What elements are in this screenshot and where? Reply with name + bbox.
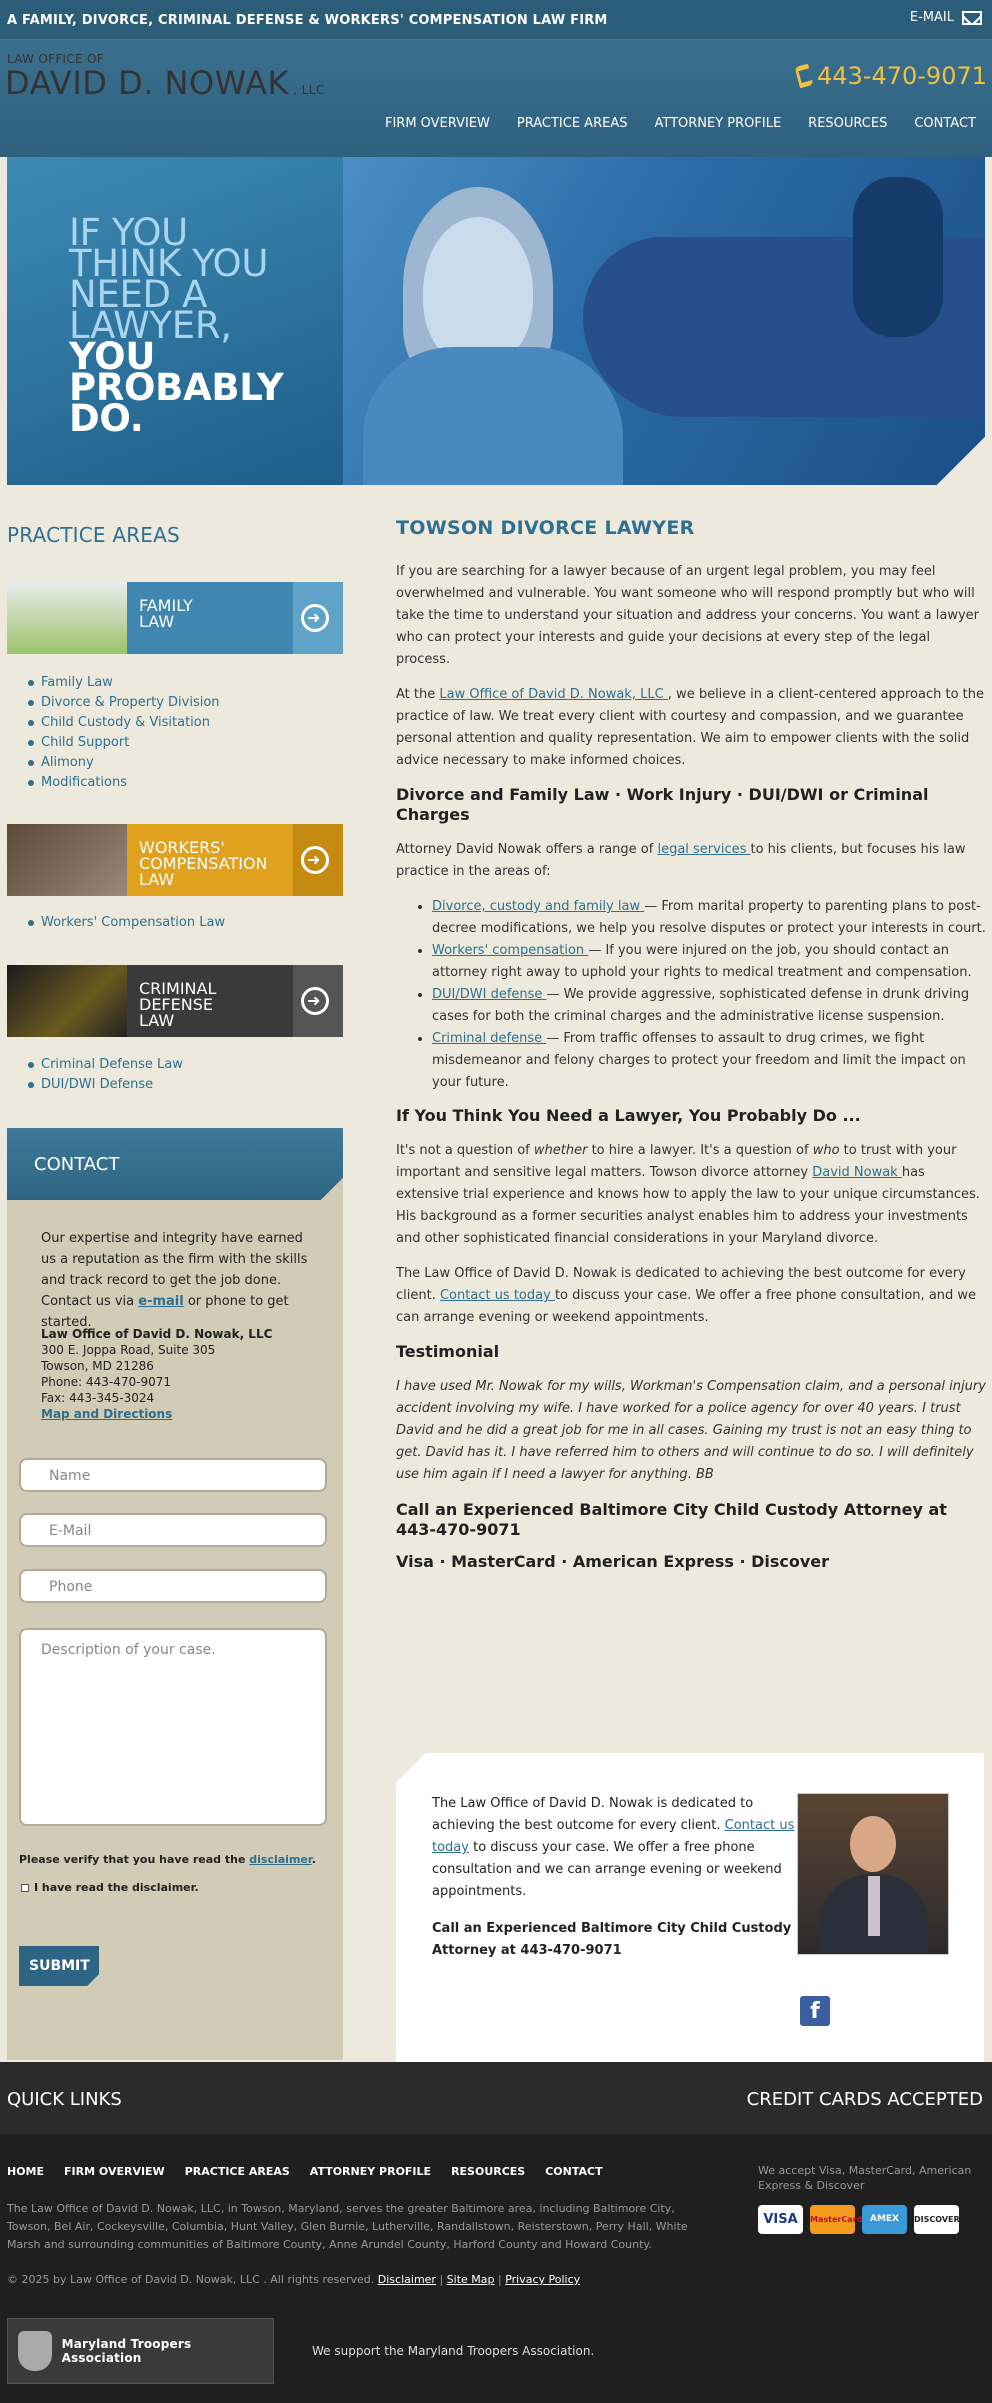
hero-slogan (69, 211, 284, 440)
emphasis: who (812, 1143, 840, 1158)
copyright (7, 2273, 580, 2286)
testimonial: I have used Mr. Nowak for my wills, Workman's Compensation claim, and a personal injury accident involving my wife. I have worked for a police agency for over 40 years. I trust David and he did a great job for me in all cases. Gaining my trust is not an easy thing to get. David has it. I have referred him to others and will continue to do so. I will definitely use him again if I need a lawyer for anything. BB (396, 1379, 986, 1482)
nav-resources[interactable]: RESOURCES (808, 116, 888, 131)
logo-llc: , LLC (292, 83, 325, 97)
footer-privacy-link[interactable]: Privacy Policy (505, 2273, 581, 2286)
paragraph (396, 1140, 986, 1250)
email-link-inline[interactable]: e-mail (138, 1294, 184, 1309)
badge-icon (18, 2331, 52, 2371)
text: It's not a question of (396, 1143, 534, 1158)
contact-link[interactable]: Contact us today (439, 1288, 555, 1303)
workers-comp-list (28, 913, 225, 933)
list-item[interactable]: DUI/DWI Defense (28, 1075, 183, 1095)
banner-line: COMPENSATION (139, 854, 268, 873)
disclaimer-checkbox[interactable] (21, 1884, 29, 1892)
footer-firm-overview[interactable]: FIRM OVERVIEW (64, 2165, 165, 2178)
text: — If you were injured on the job, you should contact an attorney right away to uphold your rights to medical treatment and compensation. (432, 943, 972, 980)
police-photo (7, 965, 127, 1037)
description-textarea[interactable]: Description of your case. (19, 1628, 327, 1826)
footer-home[interactable]: HOME (7, 2165, 45, 2178)
family-law-label (139, 598, 193, 630)
worker-photo (7, 824, 127, 896)
intro-text: or phone to get started. (41, 1294, 289, 1330)
cta-heading: Call an Experienced Baltimore City Child Custody Attorney at 443-470-9071 (396, 1500, 947, 1539)
footer-disclaimer-link[interactable]: Disclaimer (377, 2273, 436, 2286)
contact-address (41, 1326, 272, 1422)
family-law-arrow[interactable] (293, 582, 343, 654)
address-line: Towson, MD 21286 (41, 1359, 154, 1373)
intro-text: Our expertise and integrity have earned us a reputation as the firm with the skills and track record to get the job done. Contact us via (41, 1231, 308, 1309)
text: — From marital property to parenting plans to post-decree modifications, we help you resolve disputes or protect your interests in court. (432, 899, 986, 936)
emphasis: whether (533, 1143, 588, 1158)
facebook-icon[interactable]: f (800, 1996, 830, 2026)
map-directions-link[interactable]: Map and Directions (41, 1407, 173, 1421)
callout-contact-link[interactable]: Contact us today (432, 1818, 795, 1855)
banner-line: FAMILY (139, 596, 193, 615)
discover-icon: DISCOVER (914, 2205, 959, 2234)
quick-links-title: QUICK LINKS (7, 2089, 122, 2110)
list-item (432, 1028, 986, 1094)
legal-services-link[interactable]: legal services (657, 842, 751, 857)
page-title: TOWSON DIVORCE LAWYER (396, 517, 695, 539)
text: — We provide aggressive, sophisticated defense in drunk driving cases for both the criminal charges and the administrative license suspension. (432, 987, 970, 1024)
attorney-portrait (797, 1793, 949, 1955)
banner-line: LAW (139, 612, 175, 631)
banner-line: WORKERS' (139, 838, 225, 857)
divorce-link[interactable]: Divorce, custody and family law (432, 899, 645, 914)
checkbox-label: I have read the disclaimer. (34, 1881, 199, 1894)
hero-line: LAWYER, (69, 304, 232, 347)
hero-line: THINK YOU (69, 242, 269, 285)
text: to trust with your important and sensitive legal matters. Towson divorce attorney (396, 1143, 957, 1180)
workers-comp-label (139, 840, 268, 888)
separator: | (494, 2273, 506, 2286)
family-photo (7, 582, 127, 654)
disclaimer-link[interactable]: disclaimer (249, 1853, 312, 1866)
verify-end: . (311, 1853, 316, 1866)
testimonial-heading: Testimonial (396, 1342, 500, 1361)
footer-attorney-profile[interactable]: ATTORNEY PROFILE (309, 2165, 432, 2178)
mta-name: Maryland Troopers Association (61, 2337, 192, 2365)
separator: | (435, 2273, 447, 2286)
workers-comp-arrow[interactable] (293, 824, 343, 896)
top-bar (0, 0, 992, 40)
email-input[interactable]: E-Mail (19, 1513, 327, 1547)
hero-line-bold: DO. (69, 397, 144, 440)
logo-name: DAVID D. NOWAK (5, 64, 289, 102)
workers-comp-banner[interactable] (7, 824, 343, 896)
paragraph (396, 839, 986, 883)
text: At the (396, 687, 440, 702)
criminal-defense-label (139, 981, 216, 1029)
section-heading: Divorce and Family Law · Work Injury · DUI/DWI or Criminal Charges (396, 785, 929, 824)
paragraph (396, 1263, 986, 1329)
cards-heading: Visa · MasterCard · American Express · Discover (396, 1552, 830, 1571)
contact-title: CONTACT (7, 1128, 343, 1200)
text: to hire a lawyer. It's a question of (587, 1143, 813, 1158)
list-item[interactable]: Divorce & Property Division (28, 693, 220, 713)
family-law-list (28, 673, 220, 793)
footer-service-area: The Law Office of David D. Nowak, LLC, in Towson, Maryland, serves the greater Baltimore area, including Baltimore City, Towson, Bel Air, Cockeysville, Columbia, Hunt Valley, Glen Burnie, Lutherville, Randallstown, Reisterstown, Perry Hall, White Marsh and surrounding communities of Baltimore County, Anne Arundel County, Harford County and Howard County. (7, 2202, 688, 2251)
hero-banner (7, 157, 985, 485)
criminal-defense-arrow[interactable] (293, 965, 343, 1037)
footer-sitemap-link[interactable]: Site Map (446, 2273, 495, 2286)
verify-text (19, 1853, 316, 1866)
photo-woman-body (363, 347, 623, 485)
workers-comp-link[interactable]: Workers' compensation (432, 943, 589, 958)
criminal-defense-banner[interactable] (7, 965, 343, 1037)
hero-photo (343, 157, 985, 485)
amex-icon: AMEX (862, 2205, 907, 2234)
hero-line-bold: PROBABLY (69, 366, 284, 409)
contact-intro (41, 1228, 311, 1333)
list-item (432, 896, 986, 940)
attorney-link[interactable]: David Nowak (812, 1165, 902, 1180)
contact-panel (7, 1128, 343, 2060)
banner-line: LAW (139, 1011, 175, 1030)
support-text: We support the Maryland Troopers Association. (312, 2344, 595, 2358)
callout-box (396, 1753, 984, 2063)
logo-small[interactable]: LAW OFFICE OF (7, 52, 105, 66)
text: The Law Office of David D. Nowak is dedicated to achieving the best outcome for every client. (432, 1796, 754, 1833)
nav-firm-overview[interactable]: FIRM OVERVIEW (384, 116, 490, 131)
firm-name: Law Office of David D. Nowak, LLC (41, 1327, 273, 1341)
verify-label: Please verify that you have read the (19, 1853, 250, 1866)
portrait-tie (868, 1876, 880, 1936)
text: , we believe in a client-centered approach to the practice of law. We treat every client with courtesy and compassion, and we guarantee personal attention and quality representation. We aim to empower clients with the solid advice necessary to make informed choices. (396, 687, 985, 768)
practice-areas-title: PRACTICE AREAS (7, 523, 180, 547)
email-link[interactable] (910, 10, 982, 25)
phone-icon (794, 64, 813, 89)
address-line: 300 E. Joppa Road, Suite 305 (41, 1343, 216, 1357)
banner-line: LAW (139, 870, 175, 889)
nav-attorney-profile[interactable]: ATTORNEY PROFILE (654, 116, 782, 131)
paragraph: If you are searching for a lawyer because of an urgent legal problem, you may feel overwhelmed and vulnerable. You want someone who will respond promptly but who will take the time to understand your situation and address your concerns. You want a lawyer who can protect your interests and guide your decisions at every step of the legal process. (396, 564, 980, 667)
paragraph (396, 684, 986, 772)
text: to discuss your case. We offer a free phone consultation, and we can arrange evening or weekend appointments. (396, 1288, 977, 1325)
contact-phone: Phone: 443-470-9071 (41, 1375, 172, 1389)
criminal-defense-list (28, 1055, 183, 1095)
submit-button[interactable]: SUBMIT (19, 1946, 99, 1986)
credit-cards-title: CREDIT CARDS ACCEPTED (746, 2089, 983, 2110)
family-law-banner[interactable] (7, 582, 343, 654)
text: to discuss your case. We offer a free phone consultation and we can arrange evening or weekend appointments. (432, 1840, 782, 1899)
mta-badge[interactable] (7, 2318, 274, 2384)
list-item[interactable]: Workers' Compensation Law (28, 913, 225, 933)
text: — From traffic offenses to assault to drug crimes, we fight misdemeanor and felony charges to protect your freedom and limit the impact on your future. (432, 1031, 966, 1090)
text: to his clients, but focuses his law practice in the areas of: (396, 842, 966, 879)
photo-woman-face (423, 217, 533, 367)
section-heading: If You Think You Need a Lawyer, You Probably Do ... (396, 1106, 861, 1125)
main-content (396, 517, 986, 1584)
envelope-icon (962, 11, 982, 25)
name-input[interactable]: Name (19, 1458, 327, 1492)
text: The Law Office of David D. Nowak is dedicated to achieving the best outcome for every client. (396, 1266, 966, 1303)
hero-line-bold: YOU (69, 335, 156, 378)
cards-accepted-text: We accept Visa, MasterCard, American Express & Discover (758, 2164, 972, 2192)
email-label: E-MAIL (909, 10, 954, 25)
list-item[interactable]: Criminal Defense Law (28, 1055, 183, 1075)
hero-line: NEED A (69, 273, 208, 316)
tagline: A FAMILY, DIVORCE, CRIMINAL DEFENSE & WORKERS' COMPENSATION LAW FIRM (7, 13, 608, 28)
phone-input[interactable]: Phone (19, 1569, 327, 1603)
criminal-defense-link[interactable]: Criminal defense (432, 1031, 547, 1046)
nav-contact[interactable]: CONTACT (914, 116, 976, 131)
arrow-right-icon (301, 604, 329, 632)
nav-practice-areas[interactable]: PRACTICE AREAS (516, 116, 628, 131)
text: has extensive trial experience and knows how to apply the law to your unique circumstances. His background as a former securities analyst enables him to address your investments and other sophisticated financial considerations in your Maryland divorce. (396, 1165, 980, 1246)
visa-icon: VISA (758, 2205, 803, 2234)
portrait-head (850, 1816, 896, 1872)
arrow-right-icon (301, 987, 329, 1015)
list-item[interactable]: Modifications (28, 773, 220, 793)
disclaimer-checkbox-row[interactable] (21, 1881, 199, 1894)
list-item[interactable]: Alimony (28, 753, 220, 773)
main-nav (385, 116, 976, 131)
banner-line: CRIMINAL (139, 979, 217, 998)
mastercard-icon: MasterCard (810, 2205, 855, 2234)
photo-man (853, 177, 943, 337)
list-item[interactable]: Child Support (28, 733, 220, 753)
list-item[interactable]: Family Law (28, 673, 220, 693)
list-item[interactable]: Child Custody & Visitation (28, 713, 220, 733)
callout-text (432, 1793, 798, 1903)
text: Attorney David Nowak offers a range of (396, 842, 658, 857)
firm-link[interactable]: Law Office of David D. Nowak, LLC (439, 687, 668, 702)
header-phone[interactable] (797, 62, 987, 90)
callout-cta: Call an Experienced Baltimore City Child Custody Attorney at 443-470-9071 (432, 1921, 792, 1958)
hero-text-panel (7, 157, 343, 485)
practice-list (396, 896, 986, 1094)
list-item (432, 940, 986, 984)
logo[interactable] (5, 64, 325, 102)
footer-resources[interactable]: RESOURCES (451, 2165, 526, 2178)
hero-corner (936, 436, 985, 485)
footer-practice-areas[interactable]: PRACTICE AREAS (184, 2165, 290, 2178)
phone-number: 443-470-9071 (816, 62, 987, 90)
list-item (432, 984, 986, 1028)
dui-link[interactable]: DUI/DWI defense (432, 987, 547, 1002)
copyright-text: © 2025 by Law Office of David D. Nowak, LLC . All rights reserved. (7, 2273, 378, 2286)
hero-line: IF YOU (69, 211, 188, 254)
arrow-right-icon (301, 846, 329, 874)
footer-contact[interactable]: CONTACT (545, 2165, 603, 2178)
contact-fax: Fax: 443-345-3024 (41, 1391, 155, 1405)
card-logos (758, 2205, 959, 2234)
footer-nav (7, 2165, 603, 2178)
banner-line: DEFENSE (139, 995, 213, 1014)
